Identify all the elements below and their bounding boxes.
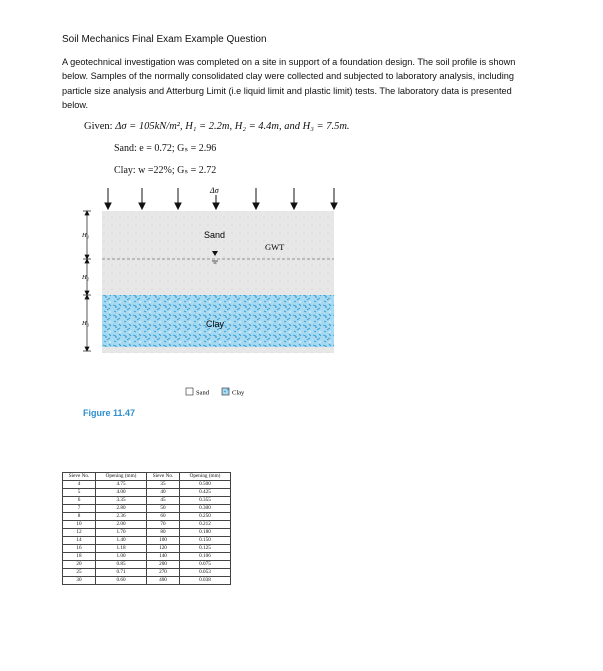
table-cell: 25 [63,569,96,577]
problem-statement: A geotechnical investigation was completed on a site in support of a foundation design. The soil profile is shown below. Samples of the normally consolidated clay were collected and subjected to laboratory analysis, including particle size analysis and Atterburg Limit (i.e liquid limit and plastic limit) tests. The laboratory data is presented below. [62,57,516,111]
given-prefix: Given: [84,121,113,132]
table-cell: 0.053 [180,569,231,577]
table-cell: 45 [147,497,180,505]
table-cell: 18 [63,553,96,561]
load-arrow [175,188,181,209]
table-cell: 50 [147,505,180,513]
sieve-table-body [63,481,231,585]
table-cell: 3.35 [96,497,147,505]
sand-properties: Sand: e = 0.72; Gₛ = 2.96 [114,143,217,154]
table-row [63,521,231,529]
table-cell: 2.36 [96,513,147,521]
table-cell: 270 [147,569,180,577]
table-row [63,537,231,545]
table-cell: 20 [63,561,96,569]
table-cell: 2.00 [96,521,147,529]
clay-layer-label: Clay [206,319,225,329]
given-line [84,121,350,132]
table-cell: 14 [63,537,96,545]
table-cell: 1.70 [96,529,147,537]
table-cell: 0.250 [180,513,231,521]
load-arrow [331,188,337,209]
table-cell: 200 [147,561,180,569]
table-cell: 16 [63,545,96,553]
table-cell: 140 [147,553,180,561]
header-sieve-no-2: Sieve No. [147,473,180,481]
sieve-table [62,472,231,585]
table-row [63,513,231,521]
table-row [63,553,231,561]
table-row [63,561,231,569]
table-row [63,497,231,505]
legend-sand-swatch [186,388,193,395]
table-cell: 0.71 [96,569,147,577]
table-cell: 0.106 [180,553,231,561]
legend-clay-swatch [222,388,229,395]
legend-clay-label: Clay [232,389,245,397]
table-cell: 400 [147,577,180,585]
load-arrow [291,188,297,209]
table-header-row [63,473,231,481]
table-cell: 0.85 [96,561,147,569]
sand-layer-top [102,211,334,295]
delta-sigma-label: Δσ [210,186,219,195]
table-cell: 0.038 [180,577,231,585]
given-stress: Δσ = 105kN/m², [115,121,186,132]
given-h1: H₁ = 2.2m, [185,121,235,132]
table-cell: 40 [147,489,180,497]
table-cell: 100 [147,537,180,545]
load-arrows [105,188,337,209]
table-cell: 0.500 [180,481,231,489]
table-cell: 10 [63,521,96,529]
table-cell: 35 [147,481,180,489]
table-row [63,481,231,489]
page-title: Soil Mechanics Final Exam Example Question [62,34,267,45]
load-arrow [253,188,259,209]
gwt-label: GWT [265,242,285,252]
table-cell: 8 [63,513,96,521]
table-cell: 0.60 [96,577,147,585]
table-cell: 0.150 [180,537,231,545]
table-cell: 120 [147,545,180,553]
table-cell: 0.180 [180,529,231,537]
table-row [63,545,231,553]
table-cell: 1.00 [96,553,147,561]
table-cell: 0.355 [180,497,231,505]
table-cell: 4.75 [96,481,147,489]
h2-label: H₂ [82,274,89,281]
table-cell: 4.00 [96,489,147,497]
table-cell: 0.125 [180,545,231,553]
load-arrow [139,188,145,209]
table-row [63,529,231,537]
load-arrow [213,195,219,209]
given-h3: and H₃ = 7.5m. [284,121,350,132]
table-row [63,489,231,497]
table-cell: 70 [147,521,180,529]
table-cell: 2.80 [96,505,147,513]
header-sieve-no-1: Sieve No. [63,473,96,481]
sand-layer-bottom [102,347,334,353]
legend-sand-label: Sand [196,389,209,397]
table-row [63,569,231,577]
table-cell: 6 [63,497,96,505]
table-cell: 60 [147,513,180,521]
h1-label: H₁ [82,232,89,239]
table-cell: 0.300 [180,505,231,513]
table-cell: 30 [63,577,96,585]
header-opening-1: Opening (mm) [96,473,147,481]
table-cell: 5 [63,489,96,497]
table-cell: 0.212 [180,521,231,529]
soil-profile-figure [62,183,362,403]
header-opening-2: Opening (mm) [180,473,231,481]
load-arrow [105,188,111,209]
table-cell: 4 [63,481,96,489]
sand-layer-label: Sand [204,230,226,240]
table-cell: 0.075 [180,561,231,569]
table-cell: 7 [63,505,96,513]
table-cell: 12 [63,529,96,537]
table-cell: 80 [147,529,180,537]
h3-label: H₃ [82,320,89,327]
given-h2: H₂ = 4.4m, [234,121,285,132]
figure-caption: Figure 11.47 [83,408,136,418]
table-cell: 1.40 [96,537,147,545]
table-row [63,505,231,513]
table-cell: 1.18 [96,545,147,553]
table-cell: 0.425 [180,489,231,497]
table-row [63,577,231,585]
clay-properties: Clay: w =22%; Gₛ = 2.72 [114,165,217,176]
